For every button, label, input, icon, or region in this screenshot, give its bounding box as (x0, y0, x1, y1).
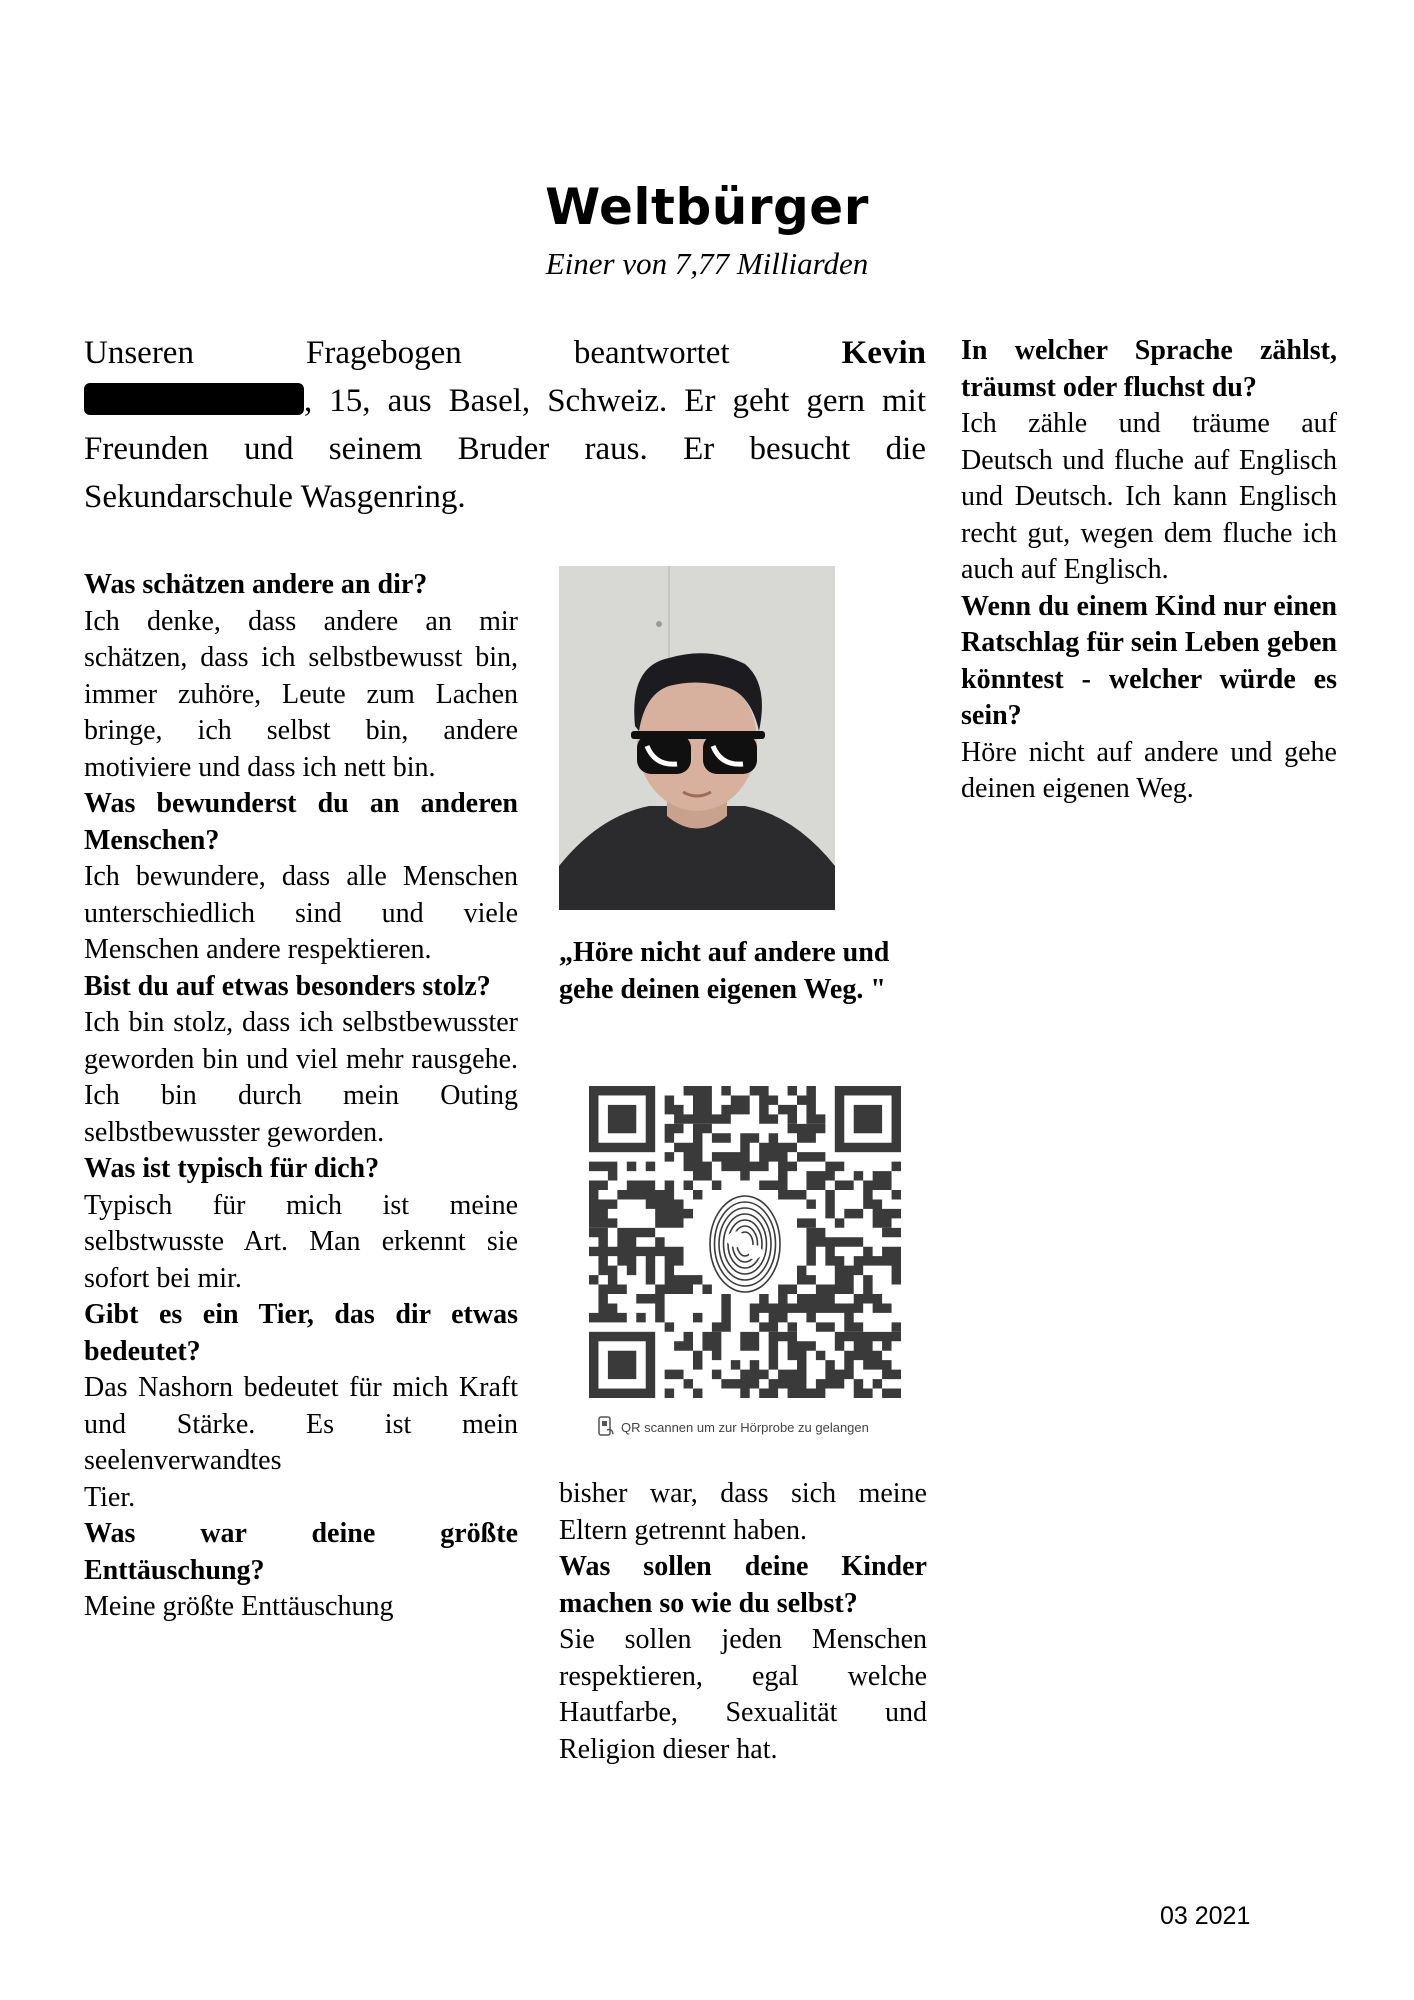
qr-finder-pattern (840, 1091, 897, 1148)
issue-date: 03 2021 (1160, 1902, 1251, 1930)
redacted-surname (84, 383, 304, 415)
question-heading: Bist du auf etwas besonders stolz? (84, 970, 491, 1002)
question-heading: Wenn du einem Kind nur einen Ratschlag für sein Leben geben könntest - welcher würde es sein? (961, 590, 1337, 731)
answer-text: Ich zähle und träume auf Deutsch und fluche auf Englisch und Deutsch. Ich kann Englisch recht gut, wegen dem fluche ich auch auf Englisch. (961, 408, 1337, 585)
qr-caption (597, 1416, 917, 1438)
question-heading: Was bewunderst du an anderen Menschen? (84, 788, 518, 856)
intro-first-line (84, 329, 926, 377)
page-title: Weltbürger (545, 178, 869, 236)
answer-text: Ich bin stolz, dass ich selbstbewusster geworden bin und viel mehr rausgehe. Ich bin durch mein Outing selbstbewusster geworden. (84, 1007, 518, 1148)
intro-word: beantwortet (573, 335, 730, 371)
question-heading: Was ist typisch für dich? (84, 1153, 380, 1184)
intro-paragraph (84, 329, 926, 521)
right-column (961, 333, 1337, 808)
intro-text: , 15, aus Basel, Schweiz. Er geht gern mit Freunden und seinem Bruder raus. Er besucht die Sekundarschule Wasgenring. (84, 383, 926, 515)
answer-text: Meine größte Enttäuschung (84, 1591, 394, 1622)
intro-body (84, 377, 926, 521)
qr-code-graphic (589, 1086, 901, 1398)
pull-quote: „Höre nicht auf andere und gehe deinen eigenen Weg. " (559, 937, 890, 1005)
question-heading: In welcher Sprache zählst, träumst oder fluchst du? (961, 335, 1337, 403)
answer-text: Ich bewundere, dass alle Menschen unterschiedlich sind und viele Menschen andere respektieren. (84, 861, 518, 965)
portrait-photo (559, 566, 835, 910)
answer-text: Typisch für mich ist meine selbstwusste Art. Man erkennt sie sofort bei mir. (84, 1189, 518, 1294)
portrait-illustration (559, 566, 835, 910)
answer-text: Höre nicht auf andere und gehe deinen eigenen Weg. (961, 736, 1337, 804)
qr-finder-pattern (594, 1091, 651, 1148)
question-heading: Was schätzen andere an dir? (84, 569, 428, 600)
intro-word: Fragebogen (306, 335, 462, 371)
interviewee-name: Kevin (841, 335, 926, 371)
page-subtitle: Einer von 7,77 Milliarden (545, 246, 869, 281)
phone-scan-icon (597, 1416, 615, 1438)
answer-text: Ich denke, dass andere an mir schätzen, dass ich selbstbewusst bin, immer zuhöre, Leute zum Lachen bringe, ich selbst bin, andere motiviere und dass ich nett bin. (84, 605, 518, 783)
middle-column (559, 1476, 927, 1768)
intro-word: Unseren (84, 335, 194, 371)
answer-text: bisher war, dass sich meine Eltern getrennt haben. (559, 1478, 927, 1546)
question-heading: Gibt es ein Tier, das dir etwas bedeutet? (84, 1299, 518, 1367)
answer-text: Tier. (84, 1481, 136, 1513)
qr-code[interactable] (589, 1086, 901, 1398)
fingerprint-globe-icon (710, 1196, 780, 1292)
qr-caption-text: QR scannen um zur Hörprobe zu gelangen (621, 1419, 869, 1435)
left-column (84, 567, 518, 1626)
qr-finder-pattern (594, 1337, 651, 1394)
question-heading: Was sollen deine Kinder machen so wie du selbst? (559, 1551, 927, 1619)
answer-text: Sie sollen jeden Menschen respektieren, egal welche Hautfarbe, Sexualität und Religion dieser hat. (559, 1624, 927, 1765)
question-heading: Was war deine größte Enttäuschung? (84, 1518, 518, 1586)
answer-text: Das Nashorn bedeutet für mich Kraft und Stärke. Es ist mein seelenverwandtes (84, 1372, 518, 1476)
